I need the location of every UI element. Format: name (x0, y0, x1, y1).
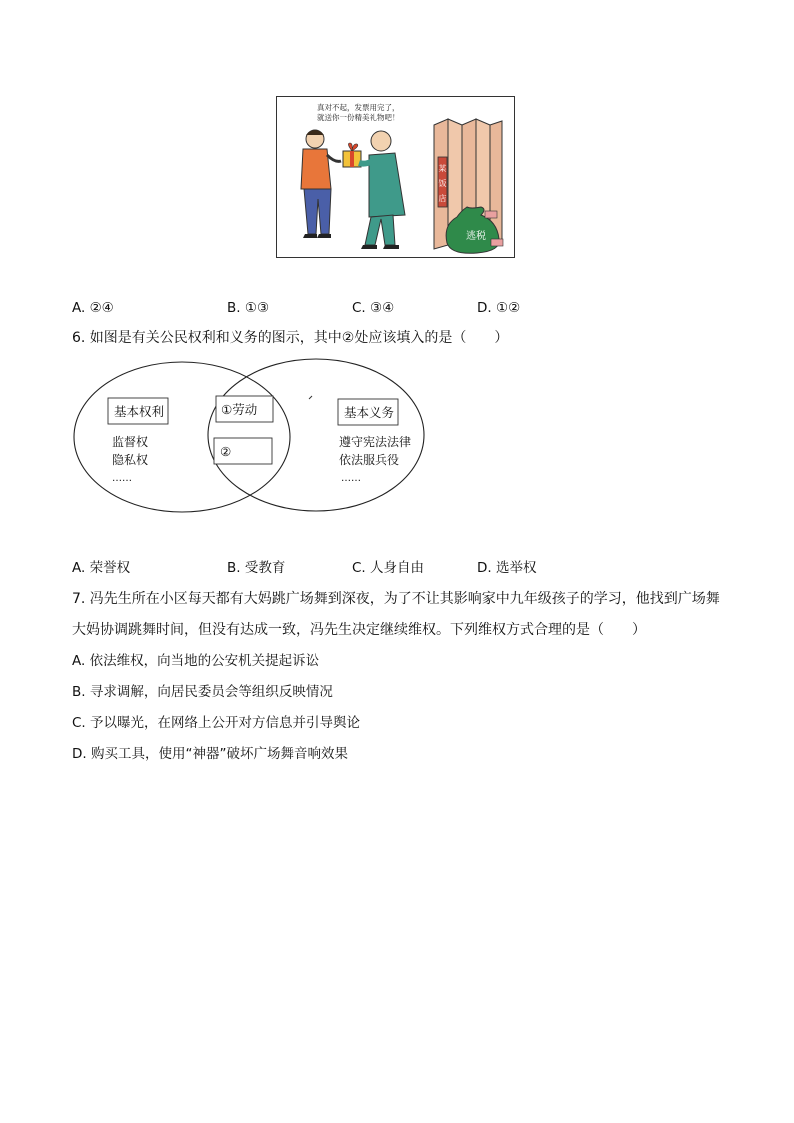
rights-item-1: 监督权 (112, 435, 149, 449)
q6-option-a: A. 荣誉权 (72, 560, 131, 576)
rights-item-3: …… (112, 473, 132, 484)
duties-item-1: 遵守宪法法律 (339, 435, 412, 449)
gift-box (343, 143, 361, 167)
rights-title: 基本权利 (114, 404, 165, 419)
q6-option-b: B. 受教育 (227, 560, 286, 576)
q7-option-d: D. 购买工具，使用“神器”破坏广场舞音响效果 (72, 746, 348, 762)
q7-option-b: B. 寻求调解，向居民委员会等组织反映情况 (72, 684, 333, 700)
q6-stem: 6. 如图是有关公民权利和义务的图示，其中②处应该填入的是（ ） (72, 330, 509, 346)
customer-figure (301, 130, 341, 238)
q7-option-c: C. 予以曝光，在网络上公开对方信息并引导舆论 (72, 715, 361, 731)
q5-option-b: B. ①③ (227, 300, 270, 316)
rights-item-2: 隐私权 (112, 453, 149, 467)
q7-stem-line-2: 大妈协调跳舞时间，但没有达成一致，冯先生决定继续维权。下列维权方式合理的是（ ） (72, 622, 646, 638)
q7-stem-line-1: 7. 冯先生所在小区每天都有大妈跳广场舞到深夜，为了不让其影响家中九年级孩子的学习，他找到广场舞 (72, 591, 720, 607)
speech-line-1: 真对不起，发票用完了， (317, 103, 400, 112)
q7-option-a: A. 依法维权，向当地的公安机关提起诉讼 (72, 653, 320, 669)
duties-item-3: …… (341, 473, 361, 484)
shop-sign-char-3: 店 (438, 194, 447, 203)
shop-owner-figure (359, 131, 405, 249)
overlap-item-2: ② (220, 444, 232, 459)
shop-sign-char-2: 饭 (438, 179, 447, 188)
q5-option-d: D. ①② (477, 300, 521, 316)
venn-diagram (72, 360, 432, 515)
q6-option-d: D. 选举权 (477, 560, 537, 576)
stray-mark (309, 396, 312, 399)
cartoon-illustration (276, 96, 515, 258)
bag-label: 逃税 (466, 231, 486, 242)
q6-option-c: C. 人身自由 (352, 560, 425, 576)
duties-title: 基本义务 (344, 405, 395, 420)
rights-ellipse (74, 362, 290, 512)
duties-item-2: 依法服兵役 (339, 453, 400, 467)
speech-line-2: 就送你一份精美礼物吧！ (317, 113, 400, 122)
overlap-item-1: ①劳动 (221, 402, 258, 417)
q5-option-a: A. ②④ (72, 300, 114, 316)
q5-option-c: C. ③④ (352, 300, 395, 316)
shop-sign-char-1: 某 (438, 164, 447, 173)
